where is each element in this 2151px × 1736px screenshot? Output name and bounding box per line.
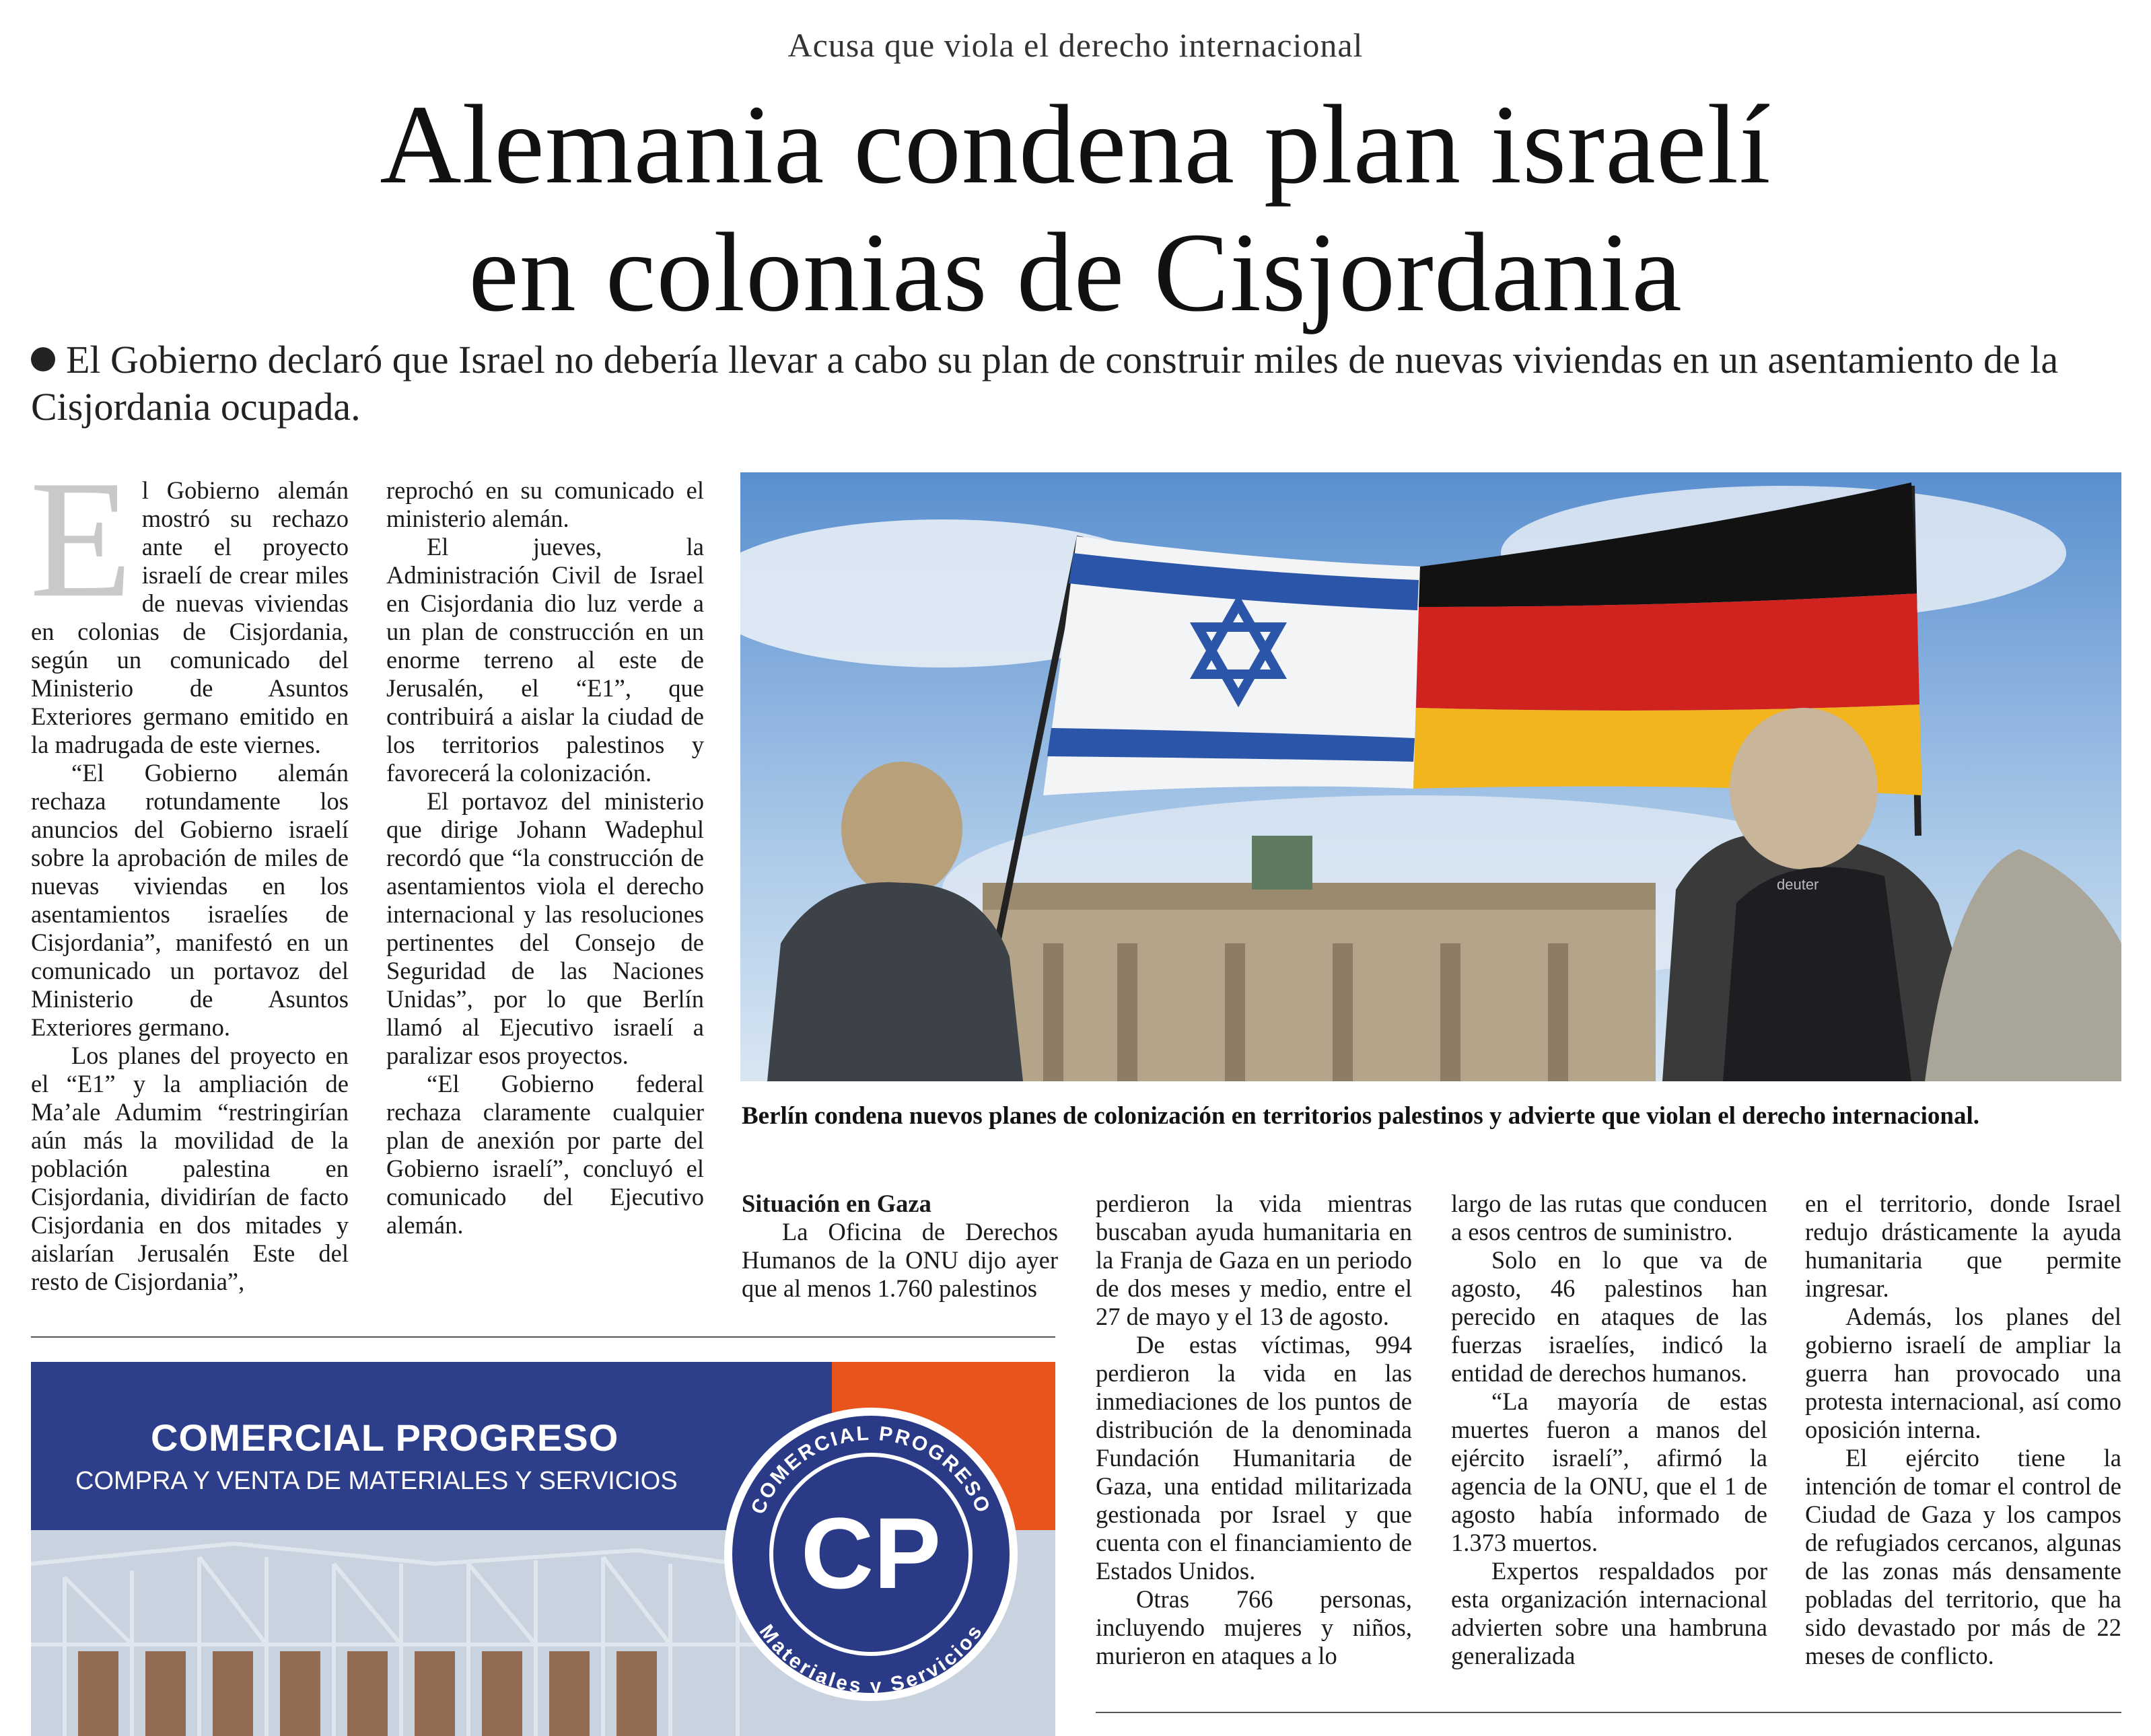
section-subhead: Situación en Gaza xyxy=(742,1190,931,1217)
paragraph: Los planes del proyecto en el “E1” y la ampliación de Ma’ale Adumim “restringirían aún más la movilidad de la población palestina en Cisjordania, dividirían de facto Cisjordania en dos mitades y aislarían Jerusalén Este del resto de Cisjordania”, xyxy=(31,1042,349,1295)
paragraph: “La mayoría de estas muertes fueron a manos del ejército israelí”, afirmó la agencia de la ONU, que el 1 de agosto había informado de 1.373 muertos. xyxy=(1451,1387,1767,1556)
article-column-5 xyxy=(1451,1190,1767,1670)
kicker: Acusa que viola el derecho internacional xyxy=(787,26,1364,64)
drop-cap: E xyxy=(30,446,133,632)
paragraph xyxy=(30,446,349,759)
section-divider xyxy=(31,1336,1055,1338)
article-column-3 xyxy=(742,1190,1058,1303)
logo-ring-bottom-text: Materiales y Servicios xyxy=(754,1620,987,1698)
paragraph: La Oficina de Derechos Humanos de la ONU dijo ayer que al menos 1.760 palestinos xyxy=(742,1218,1058,1302)
news-photo xyxy=(740,472,2121,1081)
photo-illustration xyxy=(740,472,2121,1081)
advertisement xyxy=(31,1362,1055,1736)
bullet-icon xyxy=(31,347,55,371)
svg-text:Materiales y Servicios xyxy=(755,1620,987,1698)
paragraph: perdieron la vida mientras buscaban ayuda humanitaria en la Franja de Gaza en un periodo de dos meses y medio, entre el 27 de mayo y el 13 de agosto. xyxy=(1096,1190,1412,1330)
cp-logo xyxy=(716,1400,1026,1709)
ad-subtitle: COMPRA Y VENTA DE MATERIALES Y SERVICIOS xyxy=(75,1467,678,1495)
deck xyxy=(31,336,2124,431)
deck-text: El Gobierno declaró que Israel no debería llevar a cabo su plan de construir miles de nuevas viviendas en un asentamiento de la Cisjordania ocupada. xyxy=(31,338,2059,429)
paragraph: El portavoz del ministerio que dirige Johann Wadephul recordó que “la construcción de asentamientos viola el derecho internacional y las resoluciones pertinentes del Consejo de Seguridad de las Naciones Unidas”, por lo que Berlín llamó al Ejecutivo israelí a paralizar esos proyectos. xyxy=(386,787,704,1069)
ad-title: COMERCIAL PROGRESO xyxy=(151,1416,619,1459)
bottom-divider xyxy=(1096,1712,2121,1713)
article-column-6 xyxy=(1805,1190,2121,1670)
paragraph: El jueves, la Administración Civil de Israel en Cisjordania dio luz verde a un plan de construcción en un enorme terreno al este de Jerusalén, el “E1”, que contribuirá a aislar la ciudad de los territorios palestinos y favorecerá la colonización. xyxy=(386,533,704,787)
paragraph: Solo en lo que va de agosto, 46 palestinos han perecido en ataques de las fuerzas israelíes, indicó la entidad de derechos humanos. xyxy=(1451,1246,1767,1387)
paragraph: El ejército tiene la intención de tomar el control de Ciudad de Gaza y los campos de refugiados cercanos, algunas de las zonas más densamente pobladas del territorio, que ha sido devastado por más de 22 meses de conflicto. xyxy=(1805,1444,2121,1669)
paragraph: largo de las rutas que conducen a esos centros de suministro. xyxy=(1451,1190,1767,1245)
paragraph: en el territorio, donde Israel redujo drásticamente la ayuda humanitaria que permite ingresar. xyxy=(1805,1190,2121,1302)
paragraph: “El Gobierno alemán rechaza rotundamente los anuncios del Gobierno israelí sobre la aprobación de miles de nuevas viviendas en los asentamientos israelíes de Cisjordania”, manifestó en un comunicado un portavoz del Ministerio de Asuntos Exteriores germano. xyxy=(31,759,349,1041)
paragraph: De estas víctimas, 994 perdieron la vida en las inmediaciones de los puntos de distribución de la denominada Fundación Humanitaria de Gaza, una entidad militarizada gestionada por Israel y que cuenta con el financiamiento de Estados Unidos. xyxy=(1096,1331,1412,1585)
headline-line-2: en colonias de Cisjordania xyxy=(468,210,1683,335)
paragraph: reprochó en su comunicado el ministerio alemán. xyxy=(386,476,704,532)
photo-caption: Berlín condena nuevos planes de colonización en territorios palestinos y advierte que violan el derecho internacional. xyxy=(742,1102,1979,1130)
paragraph: Además, los planes del gobierno israelí de ampliar la guerra han provocado una protesta internacional, así como oposición interna. xyxy=(1805,1303,2121,1443)
headline-line-1: Alemania condena plan israelí xyxy=(380,82,1771,207)
paragraph: Otras 766 personas, incluyendo mujeres y niños, murieron en ataques a lo xyxy=(1096,1585,1412,1669)
paragraph: “El Gobierno federal rechaza claramente cualquier plan de anexión por parte del Gobierno israelí”, concluyó el comunicado del Ejecutivo alemán. xyxy=(386,1070,704,1239)
backpack-logo: deuter xyxy=(1777,876,1819,893)
headline xyxy=(0,81,2151,336)
article-column-1 xyxy=(30,446,349,1296)
paragraph: Expertos respaldados por esta organización internacional advierten sobre una hambruna generalizada xyxy=(1451,1557,1767,1669)
article-column-2 xyxy=(386,476,704,1239)
article-column-4 xyxy=(1096,1190,1412,1670)
logo-letters: CP xyxy=(800,1496,942,1610)
logo-ring-top-text: COMERCIAL PROGRESO xyxy=(746,1422,995,1518)
paragraph-text: l Gobierno alemán mostró su rechazo ante el proyecto israelí de crear miles de nuevas viviendas en colonias de Cisjordania, según un comunicado del Ministerio de Asuntos Exteriores germano emitido en la madrugada de este viernes. xyxy=(31,476,349,758)
